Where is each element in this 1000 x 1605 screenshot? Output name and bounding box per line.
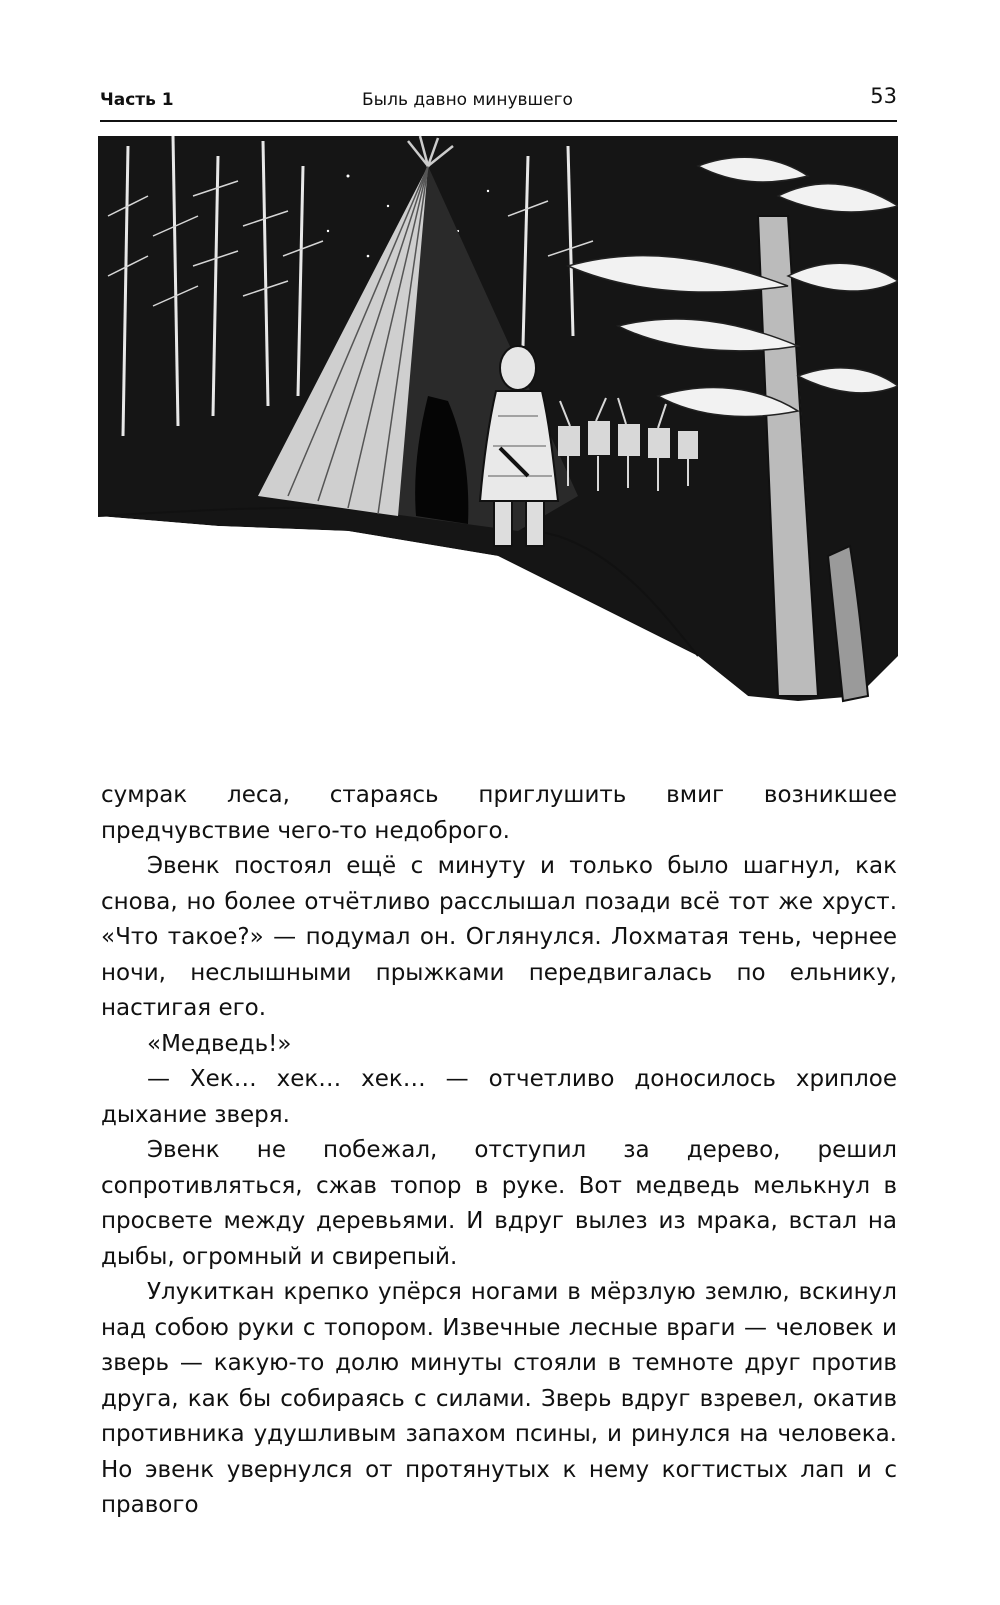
paragraph: «Медведь!» [147,1030,292,1057]
page-number: 53 [870,84,897,108]
paragraph: Улукиткан крепко упёрся ногами в мёрзлую землю, вскинул над собою руки с топором. Извечные лесные враги — человек и зверь — какую-то долю минуты стояли в темноте друг против друга, как бы собираясь с силами. Зверь вдруг взревел, окатив противника удушливым запахом псины, и ринулся на человека. Но эвенк увернулся от протянутых к нему когтистых лап и с правого [101,1279,897,1518]
paragraph: Эвенк не побежал, отступил за дерево, решил сопротивляться, сжав топор в руке. Вот медведь мелькнул в просвете между деревьями. И вдруг вылез из мрака, встал на дыбы, огромный и свирепый. [101,1137,897,1270]
running-header [100,84,897,122]
forest-tent-illustration [98,136,898,726]
paragraph: — Хек… хек… хек… — отчетливо доносилось хриплое дыхание зверя. [101,1066,897,1128]
paragraph: Эвенк постоял ещё с минуту и только было шагнул, как снова, но более отчётливо расслышал позади всё тот же хруст. «Что такое?» — подумал он. Оглянулся. Лохматая тень, чернее ночи, неслышными прыжками передвигалась по ельнику, настигая его. [101,853,897,1021]
paragraph: сумрак леса, стараясь приглушить вмиг возникшее предчувствие чего-то недоброго. [101,782,897,844]
body-text [101,778,897,1524]
chapter-title: Быль давно минувшего [362,90,573,110]
part-label: Часть 1 [100,90,174,110]
